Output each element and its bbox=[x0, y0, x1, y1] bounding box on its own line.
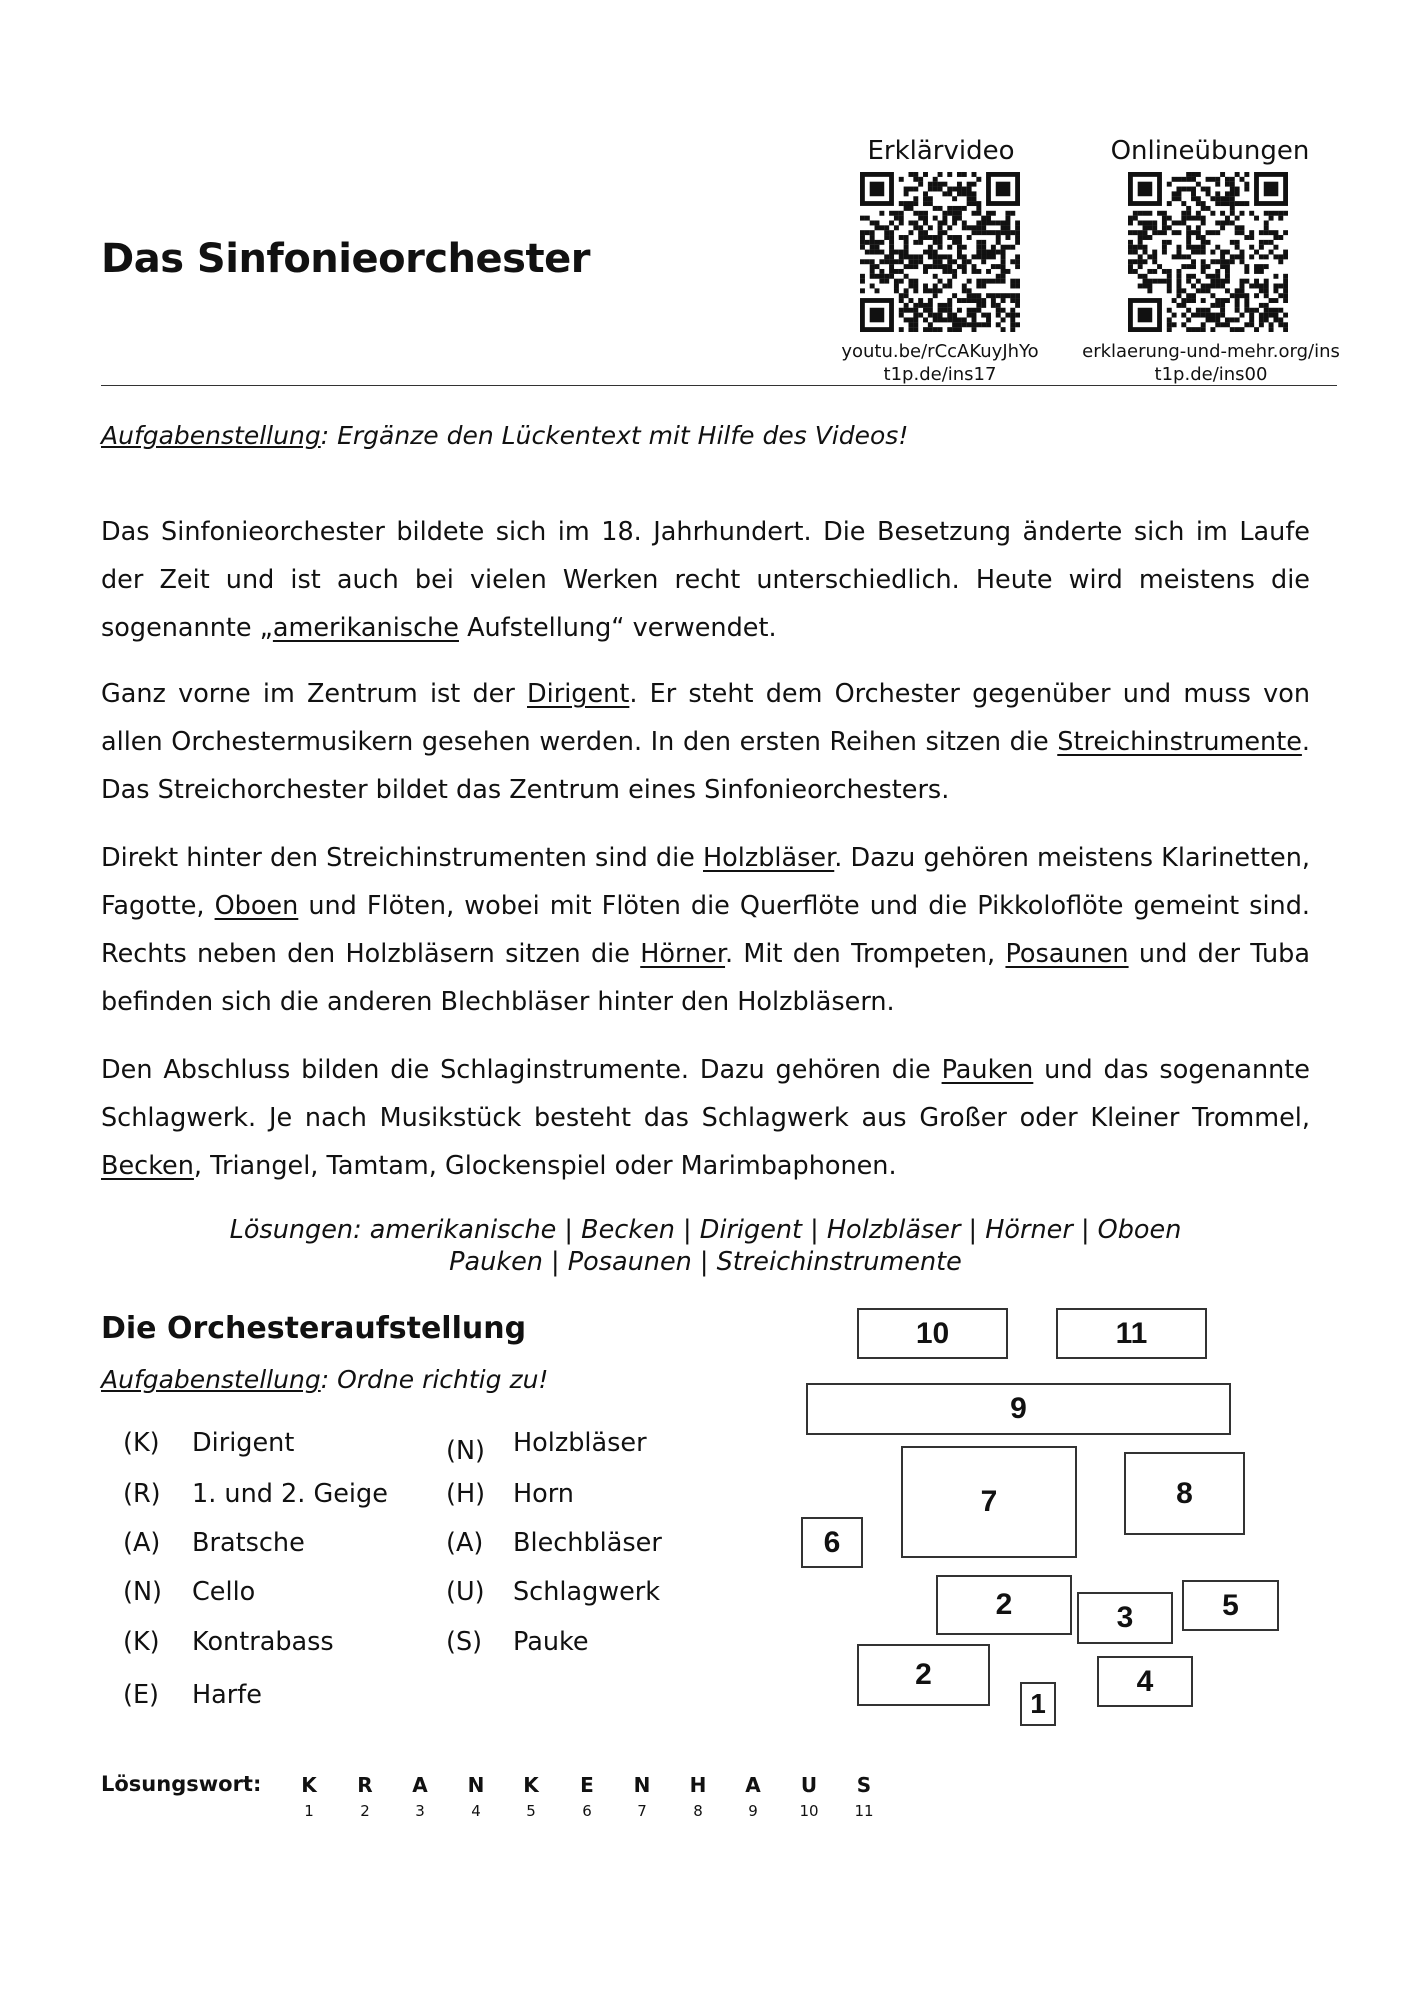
solution-letter: A bbox=[745, 1773, 761, 1797]
text: . Das Streichorchester bildet das Zentrum eines Sinfonieorchesters. bbox=[101, 727, 1310, 805]
seat-box: 2 bbox=[857, 1644, 990, 1706]
solution-number: 11 bbox=[854, 1802, 874, 1820]
instrument-name: Dirigent bbox=[192, 1428, 295, 1458]
solution-letter: U bbox=[800, 1773, 818, 1797]
qr-video-url[interactable] bbox=[820, 340, 1060, 386]
paragraph-1 bbox=[101, 508, 1310, 652]
seat-box: 10 bbox=[857, 1308, 1008, 1359]
solution-number: 8 bbox=[693, 1802, 703, 1820]
paragraph-4 bbox=[101, 1046, 1310, 1190]
qr-code-exercise-icon[interactable] bbox=[1128, 172, 1288, 332]
text: Direkt hinter den Streichinstrumenten sind die bbox=[101, 843, 703, 873]
assign-code: (R) bbox=[123, 1479, 161, 1509]
gap-answer: Holzbläser bbox=[703, 843, 835, 873]
qr-code-video-icon[interactable] bbox=[860, 172, 1020, 332]
solution-number: 2 bbox=[360, 1802, 370, 1820]
gap-answer: Streichinstrumente bbox=[1057, 727, 1302, 757]
instrument-name: Holzbläser bbox=[513, 1428, 647, 1458]
solution-line-1: Lösungen: amerikanische | Becken | Dirigent | Holzbläser | Hörner | Oboen bbox=[229, 1215, 1182, 1245]
assign-code: (K) bbox=[123, 1428, 160, 1458]
instrument-name: Horn bbox=[513, 1479, 574, 1509]
text: . Mit den Trompeten, bbox=[725, 939, 1006, 969]
qr-video-url-1[interactable]: youtu.be/rCcAKuyJhYo bbox=[841, 341, 1039, 362]
qr-exercise-url[interactable] bbox=[1066, 340, 1356, 386]
instrument-name: Cello bbox=[192, 1577, 256, 1607]
solution-number: 4 bbox=[471, 1802, 481, 1820]
solution-letter: E bbox=[580, 1773, 594, 1797]
text: und der Tuba befinden sich die anderen Blechbläser hinter den Holzbläsern. bbox=[101, 939, 1310, 1017]
assign-code: (H) bbox=[446, 1479, 486, 1509]
task-label: Aufgabenstellung bbox=[101, 1365, 321, 1394]
qr-exercise-url-1[interactable]: erklaerung-und-mehr.org/ins bbox=[1082, 341, 1340, 362]
text: Aufstellung“ verwendet. bbox=[458, 613, 777, 643]
task-text: : Ordne richtig zu! bbox=[320, 1365, 549, 1394]
solution-words bbox=[101, 1214, 1310, 1278]
assign-code: (K) bbox=[123, 1627, 160, 1657]
text: . Er steht dem Orchester gegenüber und muss von allen Orchestermusikern gesehen werden. In den ersten Reihen sitzen die bbox=[101, 679, 1310, 757]
instrument-name: Kontrabass bbox=[192, 1627, 334, 1657]
seat-box: 1 bbox=[1020, 1682, 1056, 1726]
seat-box: 9 bbox=[806, 1383, 1231, 1435]
task-text: : Ergänze den Lückentext mit Hilfe des Videos! bbox=[320, 421, 909, 450]
paragraph-3 bbox=[101, 834, 1310, 1026]
solution-letter: K bbox=[523, 1773, 539, 1797]
task-instruction-2 bbox=[101, 1365, 548, 1394]
seat-box: 4 bbox=[1097, 1656, 1193, 1707]
text: Ganz vorne im Zentrum ist der bbox=[101, 679, 528, 709]
seat-box: 6 bbox=[801, 1517, 863, 1568]
paragraph-2 bbox=[101, 670, 1310, 814]
solution-number: 3 bbox=[415, 1802, 425, 1820]
gap-answer: Hörner bbox=[640, 939, 726, 969]
assign-code: (S) bbox=[446, 1627, 483, 1657]
solution-number: 6 bbox=[582, 1802, 592, 1820]
assign-code: (N) bbox=[123, 1577, 162, 1607]
header-divider bbox=[101, 385, 1337, 386]
solution-number: 9 bbox=[748, 1802, 758, 1820]
instrument-name: Blechbläser bbox=[513, 1528, 662, 1558]
text: und das sogenannte Schlagwerk. Je nach Musikstück besteht das Schlagwerk aus Großer oder Kleiner Trommel, bbox=[101, 1055, 1310, 1133]
assign-code: (A) bbox=[123, 1528, 161, 1558]
section-heading: Die Orchesteraufstellung bbox=[101, 1311, 527, 1346]
assign-code: (A) bbox=[446, 1528, 484, 1558]
task-label: Aufgabenstellung bbox=[101, 421, 321, 450]
solution-number: 5 bbox=[526, 1802, 536, 1820]
seat-box: 8 bbox=[1124, 1452, 1245, 1535]
solution-letter: H bbox=[689, 1773, 707, 1797]
task-instruction bbox=[101, 421, 908, 450]
instrument-name: Bratsche bbox=[192, 1528, 305, 1558]
qr-exercise-url-2[interactable]: t1p.de/ins00 bbox=[1154, 364, 1268, 385]
text: und Flöten, wobei mit Flöten die Querflöte und die Pikkoloflöte gemeint sind. Rechts neben den Holzbläsern sitzen die bbox=[101, 891, 1310, 969]
gap-answer: Posaunen bbox=[1005, 939, 1129, 969]
instrument-name: Harfe bbox=[192, 1680, 262, 1710]
solution-letter: S bbox=[856, 1773, 872, 1797]
seat-box: 5 bbox=[1182, 1580, 1279, 1631]
seat-box: 7 bbox=[901, 1446, 1077, 1558]
solution-number: 1 bbox=[304, 1802, 314, 1820]
solution-line-2: Pauken | Posaunen | Streichinstrumente bbox=[449, 1247, 962, 1277]
solution-letter: R bbox=[357, 1773, 373, 1797]
assign-code: (N) bbox=[446, 1436, 485, 1466]
gap-answer: Oboen bbox=[214, 891, 299, 921]
solution-letter: N bbox=[633, 1773, 651, 1797]
gap-answer: Pauken bbox=[941, 1055, 1034, 1085]
seat-box: 3 bbox=[1077, 1592, 1173, 1644]
gap-answer: Dirigent bbox=[527, 679, 630, 709]
assign-code: (E) bbox=[123, 1680, 160, 1710]
text: . Dazu gehören meistens Klarinetten, Fagotte, bbox=[101, 843, 1310, 921]
assign-code: (U) bbox=[446, 1577, 485, 1607]
text: Das Sinfonieorchester bildete sich im 18. Jahrhundert. Die Besetzung änderte sich im Laufe der Zeit und ist auch bei vielen Werken recht unterschiedlich. Heute wird meistens die sogenannte „ bbox=[101, 517, 1310, 643]
instrument-name: Pauke bbox=[513, 1627, 589, 1657]
solution-letter: A bbox=[412, 1773, 428, 1797]
qr-video-url-2[interactable]: t1p.de/ins17 bbox=[883, 364, 997, 385]
qr-video-label: Erklärvideo bbox=[867, 136, 1015, 166]
qr-exercise-label: Onlineübungen bbox=[1110, 136, 1310, 166]
text: Den Abschluss bilden die Schlaginstrumente. Dazu gehören die bbox=[101, 1055, 942, 1085]
instrument-name: 1. und 2. Geige bbox=[192, 1479, 388, 1509]
seat-box: 2 bbox=[936, 1575, 1072, 1635]
solution-letter: N bbox=[467, 1773, 485, 1797]
solution-word-label: Lösungswort: bbox=[101, 1772, 262, 1796]
solution-number: 7 bbox=[637, 1802, 647, 1820]
gap-answer: Becken bbox=[101, 1151, 194, 1181]
seat-box: 11 bbox=[1056, 1308, 1207, 1359]
text: , Triangel, Tamtam, Glockenspiel oder Marimbaphonen. bbox=[193, 1151, 897, 1181]
solution-number: 10 bbox=[799, 1802, 819, 1820]
solution-letter: K bbox=[301, 1773, 317, 1797]
instrument-name: Schlagwerk bbox=[513, 1577, 661, 1607]
gap-answer: amerikanische bbox=[272, 613, 459, 643]
page-title: Das Sinfonieorchester bbox=[101, 236, 590, 282]
